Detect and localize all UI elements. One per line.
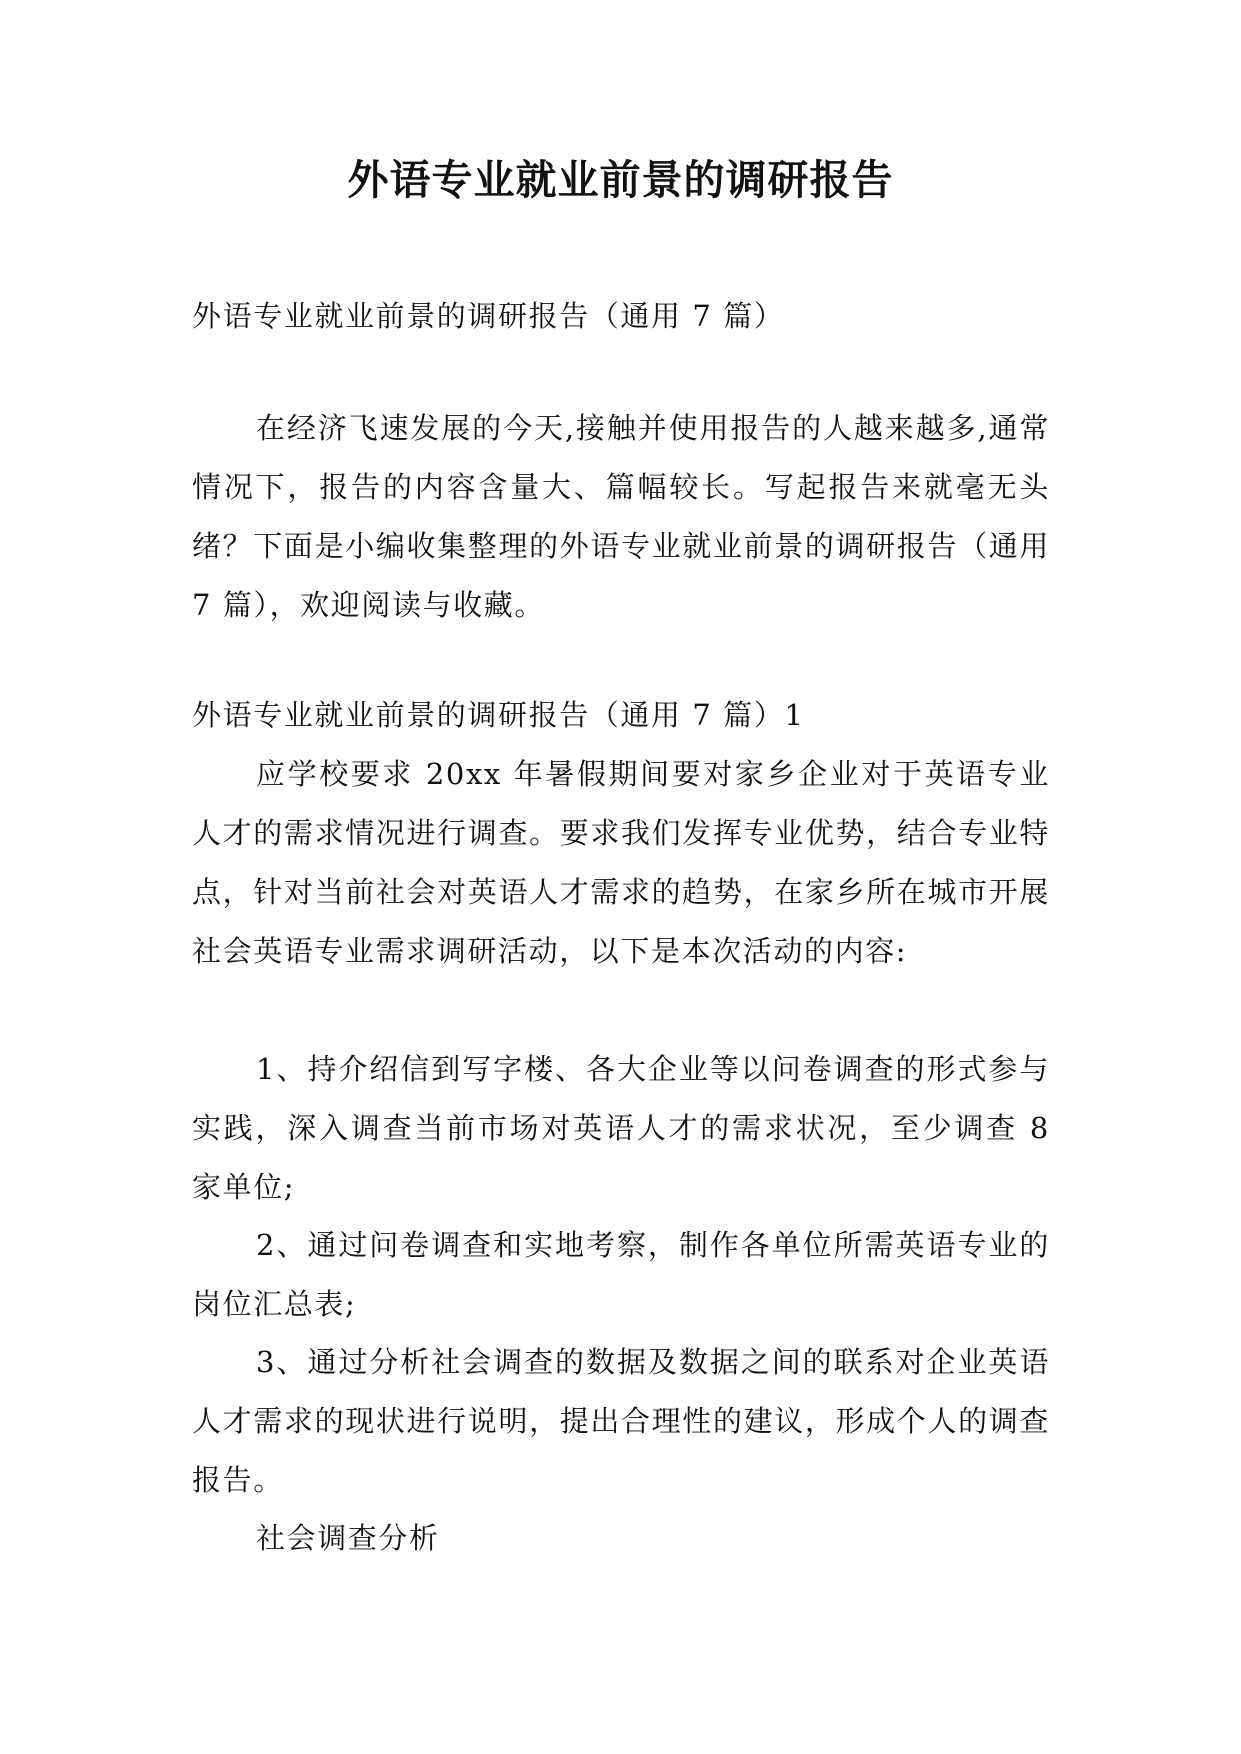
section-subheading: 社会调查分析 (256, 1521, 440, 1555)
intro-paragraph: 在经济飞速发展的今天,接触并使用报告的人越来越多,通常情况下，报告的内容含量大、篇幅较长。写起报告来就毫无头绪？下面是小编收集整理的外语专业就业前景的调研报告（通用 7 篇），欢迎阅读与收藏。 (192, 411, 1050, 622)
list-item: 1、持介绍信到写字楼、各大企业等以问卷调查的形式参与实践，深入调查当前市场对英语人才的需求状况，至少调查 8 家单位; (192, 1052, 1050, 1204)
body-paragraph: 应学校要求 20xx 年暑假期间要对家乡企业对于英语专业人才的需求情况进行调查。要求我们发挥专业优势，结合专业特点，针对当前社会对英语人才需求的趋势，在家乡所在城市开展社会英语专业需求调研活动，以下是本次活动的内容: (192, 757, 1050, 968)
list-item: 3、通过分析社会调查的数据及数据之间的联系对企业英语人才需求的现状进行说明，提出合理性的建议，形成个人的调查报告。 (192, 1345, 1050, 1497)
list-item: 2、通过问卷调查和实地考察，制作各单位所需英语专业的岗位汇总表; (192, 1228, 1050, 1321)
document-title: 外语专业就业前景的调研报告 (347, 156, 894, 204)
section-heading: 外语专业就业前景的调研报告（通用 7 篇）1 (192, 698, 805, 732)
document-subtitle: 外语专业就业前景的调研报告（通用 7 篇） (192, 299, 785, 333)
